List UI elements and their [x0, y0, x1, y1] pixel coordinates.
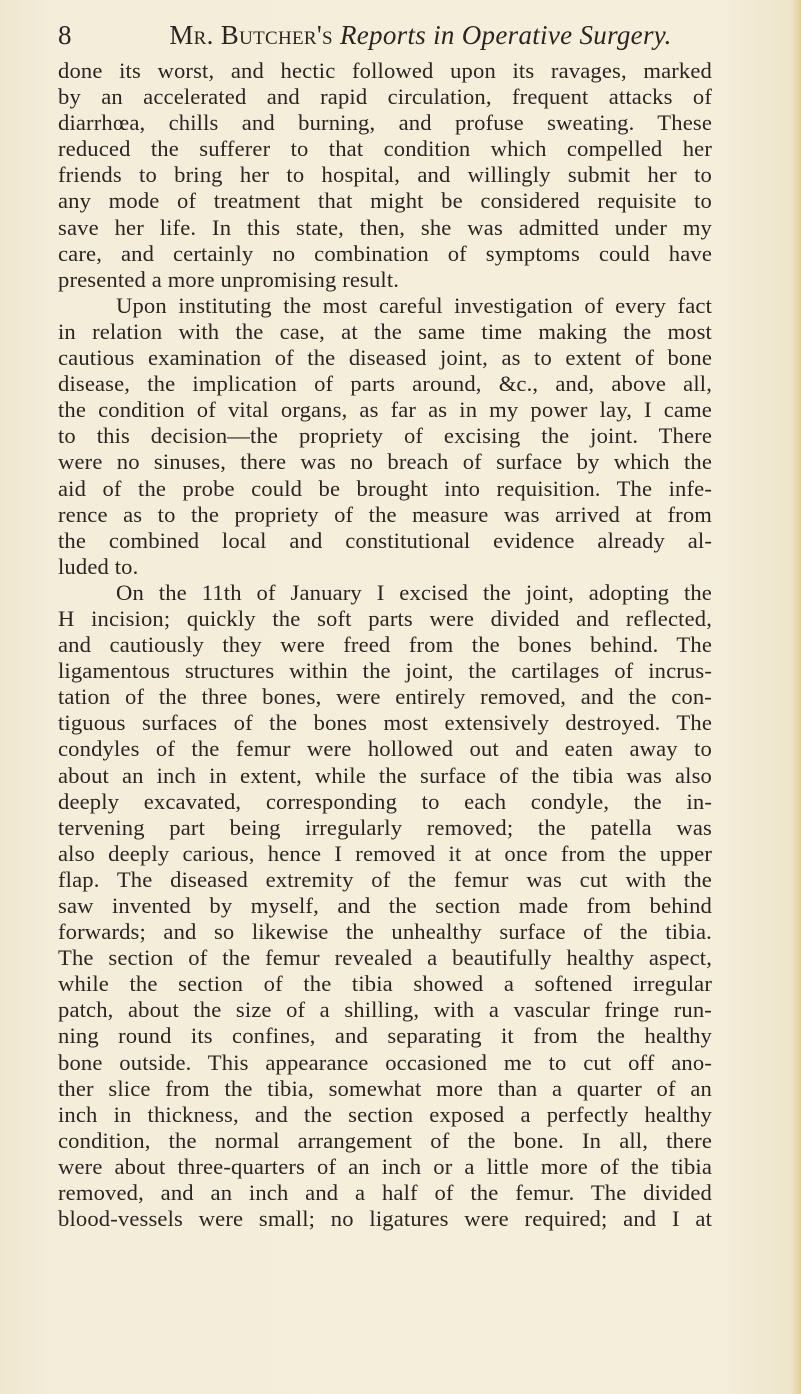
page-header — [58, 20, 743, 54]
text-line: blood-vessels were small; no ligatures were required; and I at — [58, 1206, 712, 1232]
text-line: save her life. In this state, then, she was admitted under my — [58, 214, 712, 240]
text-line: Upon instituting the most careful investigation of every fact — [116, 292, 712, 318]
text-line: diarrhœa, chills and burning, and profuse sweating. These — [58, 110, 712, 136]
text-line: care, and certainly no combination of symptoms could have — [58, 240, 712, 266]
paragraph — [58, 58, 712, 293]
text-line: saw invented by myself, and the section made from behind — [58, 893, 712, 918]
text-line: ligamentous structures within the joint, the cartilages of incrus- — [58, 658, 712, 684]
text-line: were no sinuses, there was no breach of surface by which the — [58, 449, 712, 475]
text-line: tiguous surfaces of the bones most extensively destroyed. The — [58, 710, 712, 736]
text-line: reduced the sufferer to that condition which compelled her — [58, 136, 712, 162]
text-line: aid of the probe could be brought into requisition. The infe- — [58, 475, 712, 501]
text-line: the combined local and constitutional evidence already al- — [58, 527, 712, 553]
text-line: friends to bring her to hospital, and willingly submit her to — [58, 162, 712, 188]
text-line: presented a more unpromising result. — [58, 266, 400, 292]
text-line: about an inch in extent, while the surface of the tibia was also — [58, 762, 712, 788]
text-line: forwards; and so likewise the unhealthy surface of the tibia. — [58, 919, 712, 945]
text-line: condyles of the femur were hollowed out and eaten away to — [58, 736, 712, 762]
page-edge — [791, 0, 801, 1394]
body-text — [58, 58, 712, 1232]
text-line: and cautiously they were freed from the bones behind. The — [58, 632, 712, 658]
text-line: patch, about the size of a shilling, with a vascular fringe run- — [58, 997, 712, 1023]
text-line: in relation with the case, at the same time making the most — [58, 318, 712, 344]
text-line: H incision; quickly the soft parts were divided and reflected, — [58, 605, 712, 631]
text-line: deeply excavated, corresponding to each condyle, the in- — [58, 788, 712, 814]
running-head — [98, 20, 743, 51]
text-line: disease, the implication of parts around, &c., and, above all, — [58, 371, 712, 397]
text-line: while the section of the tibia showed a softened irregular — [58, 971, 712, 997]
text-line: tervening part being irregularly removed; the patella was — [58, 814, 712, 840]
text-line: ther slice from the tibia, somewhat more than a quarter of an — [58, 1075, 712, 1101]
text-line: any mode of treatment that might be considered requisite to — [58, 188, 712, 214]
text-line: tation of the three bones, were entirely removed, and the con- — [58, 684, 712, 710]
paragraph — [58, 580, 712, 1232]
text-line: cautious examination of the diseased joint, as to extent of bone — [58, 345, 712, 371]
running-head-title: Reports in Operative Surgery. — [339, 20, 672, 50]
text-line: condition, the normal arrangement of the bone. In all, there — [58, 1127, 712, 1153]
text-line: ning round its confines, and separating it from the healthy — [58, 1023, 712, 1049]
text-line: removed, and an inch and a half of the femur. The divided — [58, 1180, 712, 1206]
text-line: also deeply carious, hence I removed it at once from the upper — [58, 840, 712, 866]
running-head-author: Mr. Butcher's — [169, 20, 333, 50]
text-line: to this decision—the propriety of excising the joint. There — [58, 423, 712, 449]
text-line: bone outside. This appearance occasioned me to cut off ano- — [58, 1049, 712, 1075]
paragraph — [58, 293, 712, 580]
text-line: The section of the femur revealed a beautifully healthy aspect, — [58, 945, 712, 971]
text-line: rence as to the propriety of the measure was arrived at from — [58, 501, 712, 527]
text-line: by an accelerated and rapid circulation, frequent attacks of — [58, 84, 712, 110]
text-line: inch in thickness, and the section exposed a perfectly healthy — [58, 1101, 712, 1127]
text-line: done its worst, and hectic followed upon its ravages, marked — [58, 58, 712, 83]
page-number: 8 — [58, 20, 72, 50]
text-line: On the 11th of January I excised the joint, adopting the — [116, 579, 712, 605]
text-line: luded to. — [58, 553, 139, 579]
text-line: flap. The diseased extremity of the femur was cut with the — [58, 866, 712, 892]
text-line: the condition of vital organs, as far as in my power lay, I came — [58, 397, 712, 423]
text-line: were about three-quarters of an inch or a little more of the tibia — [58, 1153, 712, 1179]
